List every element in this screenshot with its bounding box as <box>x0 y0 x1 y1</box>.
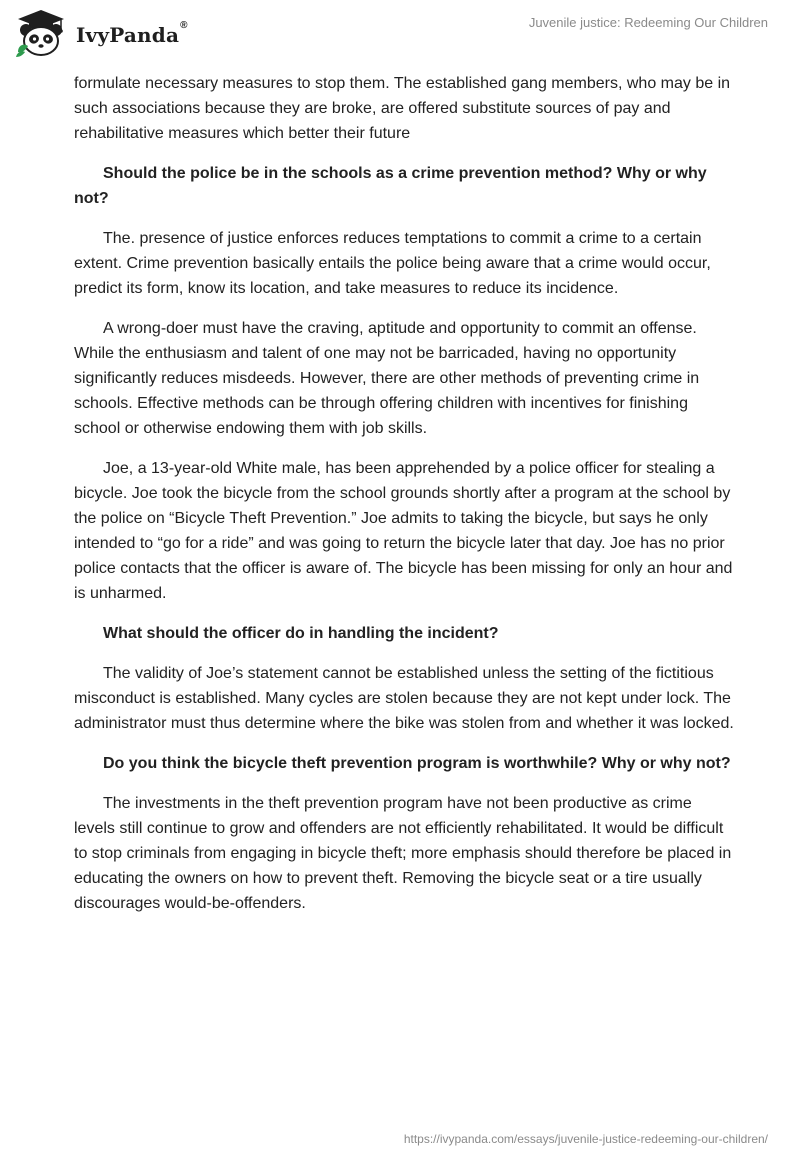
registered-mark: ® <box>180 20 188 31</box>
panda-graduate-icon <box>14 8 68 58</box>
paragraph: The validity of Joe’s statement cannot be established unless the setting of the fictitious misconduct is established. Many cycles are stolen because they are not kept under lock. The administrator must thus determine where the bike was stolen from and whether it was locked. <box>74 665 734 732</box>
ivypanda-logo[interactable] <box>14 8 188 58</box>
paragraph: A wrong-doer must have the craving, aptitude and opportunity to commit an offense. While the enthusiasm and talent of one may not be barricaded, having no opportunity significantly reduces misdeeds. However, there are other methods of preventing crime in schools. Effective methods can be through offering children with incentives for finishing school or otherwise endowing them with job skills. <box>74 320 700 437</box>
question-police-in-schools: Should the police be in the schools as a crime prevention method? Why or why not? <box>74 165 707 207</box>
question-officer-handling: What should the officer do in handling the incident? <box>103 625 499 642</box>
paragraph: The investments in the theft prevention program have not been productive as crime levels still continue to grow and offenders are not efficiently rehabilitated. It would be difficult to stop criminals from engaging in bicycle theft; more emphasis should therefore be placed in educating the owners on how to prevent theft. Removing the bicycle seat or a tire usually discourages would-be-offenders. <box>74 795 732 912</box>
brand-name: IvyPanda® <box>76 20 188 47</box>
source-url-link[interactable]: https://ivypanda.com/essays/juvenile-justice-redeeming-our-children/ <box>403 1132 768 1146</box>
page-header <box>0 0 800 64</box>
document-title: Juvenile justice: Redeeming Our Children <box>528 15 768 30</box>
paragraph-continuation: formulate necessary measures to stop them. The established gang members, who may be in such associations because they are broke, are offered substitute sources of pay and rehabilitative measures which better their future <box>74 75 731 142</box>
paragraph-case-joe: Joe, a 13-year-old White male, has been apprehended by a police officer for stealing a bicycle. Joe took the bicycle from the school grounds shortly after a program at the school by the police on “Bicycle Theft Prevention.” Joe admits to taking the bicycle, but says he only intended to “go for a ride” and was going to return the bicycle later that day. Joe has no prior police contacts that the officer is aware of. The bicycle has been missing for only an hour and is unharmed. <box>74 460 733 602</box>
essay-body <box>74 71 734 931</box>
question-program-worthwhile: Do you think the bicycle theft prevention program is worthwhile? Why or why not? <box>103 755 731 772</box>
paragraph: The. presence of justice enforces reduces temptations to commit a crime to a certain extent. Crime prevention basically entails the police being aware that a crime would occur, predict its form, know its location, and take measures to reduce its incidence. <box>74 230 711 297</box>
